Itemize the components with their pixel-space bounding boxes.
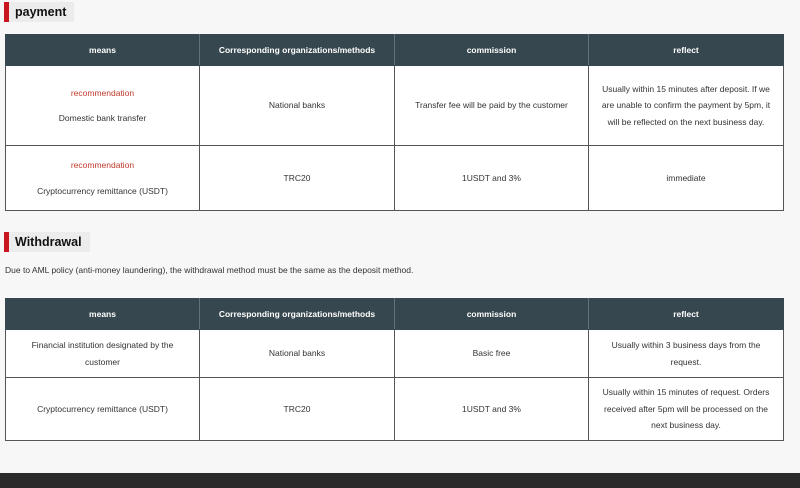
- column-header-reflect: reflect: [589, 35, 784, 66]
- means-cell: Financial institution designated by the customer: [6, 330, 200, 378]
- table-row: [6, 378, 784, 441]
- withdrawal-section-heading: [4, 232, 90, 252]
- footer-bar: [0, 473, 800, 488]
- organization-cell: National banks: [200, 330, 395, 378]
- column-header-organizations: Corresponding organizations/methods: [200, 35, 395, 66]
- withdrawal-table: [5, 298, 784, 441]
- aml-policy-note: Due to AML policy (anti-money laundering), the withdrawal method must be the same as the deposit method.: [5, 265, 414, 275]
- organization-cell: TRC20: [200, 146, 395, 211]
- means-text: Domestic bank transfer: [58, 113, 147, 123]
- reflect-cell: Usually within 15 minutes after deposit. If we are unable to confirm the payment by 5pm, it will be reflected on the next business day.: [589, 66, 784, 146]
- payment-section-heading: [4, 2, 74, 22]
- payment-table-header: [6, 35, 784, 66]
- table-row: [6, 66, 784, 146]
- commission-cell: 1USDT and 3%: [395, 146, 589, 211]
- table-row: [6, 330, 784, 378]
- table-row: [6, 146, 784, 211]
- column-header-commission: commission: [395, 35, 589, 66]
- recommendation-badge: recommendation: [70, 87, 135, 98]
- commission-cell: 1USDT and 3%: [395, 378, 589, 441]
- recommendation-badge: recommendation: [70, 160, 135, 170]
- withdrawal-table-header: [6, 299, 784, 330]
- column-header-means: means: [6, 299, 200, 330]
- column-header-reflect: reflect: [589, 299, 784, 330]
- payment-heading-title: payment: [15, 5, 67, 19]
- organization-cell: TRC20: [200, 378, 395, 441]
- reflect-cell: Usually within 3 business days from the request.: [589, 330, 784, 378]
- column-header-organizations: Corresponding organizations/methods: [200, 299, 395, 330]
- reflect-cell: Usually within 15 minutes of request. Orders received after 5pm will be processed on the next business day.: [589, 378, 784, 441]
- means-cell: [6, 66, 200, 146]
- withdrawal-heading-title: Withdrawal: [15, 235, 82, 249]
- heading-accent-bar: [4, 232, 9, 252]
- commission-cell: Basic free: [395, 330, 589, 378]
- reflect-cell: immediate: [589, 146, 784, 211]
- means-text: Cryptocurrency remittance (USDT): [37, 185, 168, 196]
- column-header-commission: commission: [395, 299, 589, 330]
- payment-table: [5, 34, 784, 211]
- organization-cell: National banks: [200, 66, 395, 146]
- means-cell: Cryptocurrency remittance (USDT): [6, 378, 200, 441]
- commission-cell: Transfer fee will be paid by the customer: [395, 66, 589, 146]
- column-header-means: means: [6, 35, 200, 66]
- heading-accent-bar: [4, 2, 9, 22]
- means-cell: [6, 146, 200, 211]
